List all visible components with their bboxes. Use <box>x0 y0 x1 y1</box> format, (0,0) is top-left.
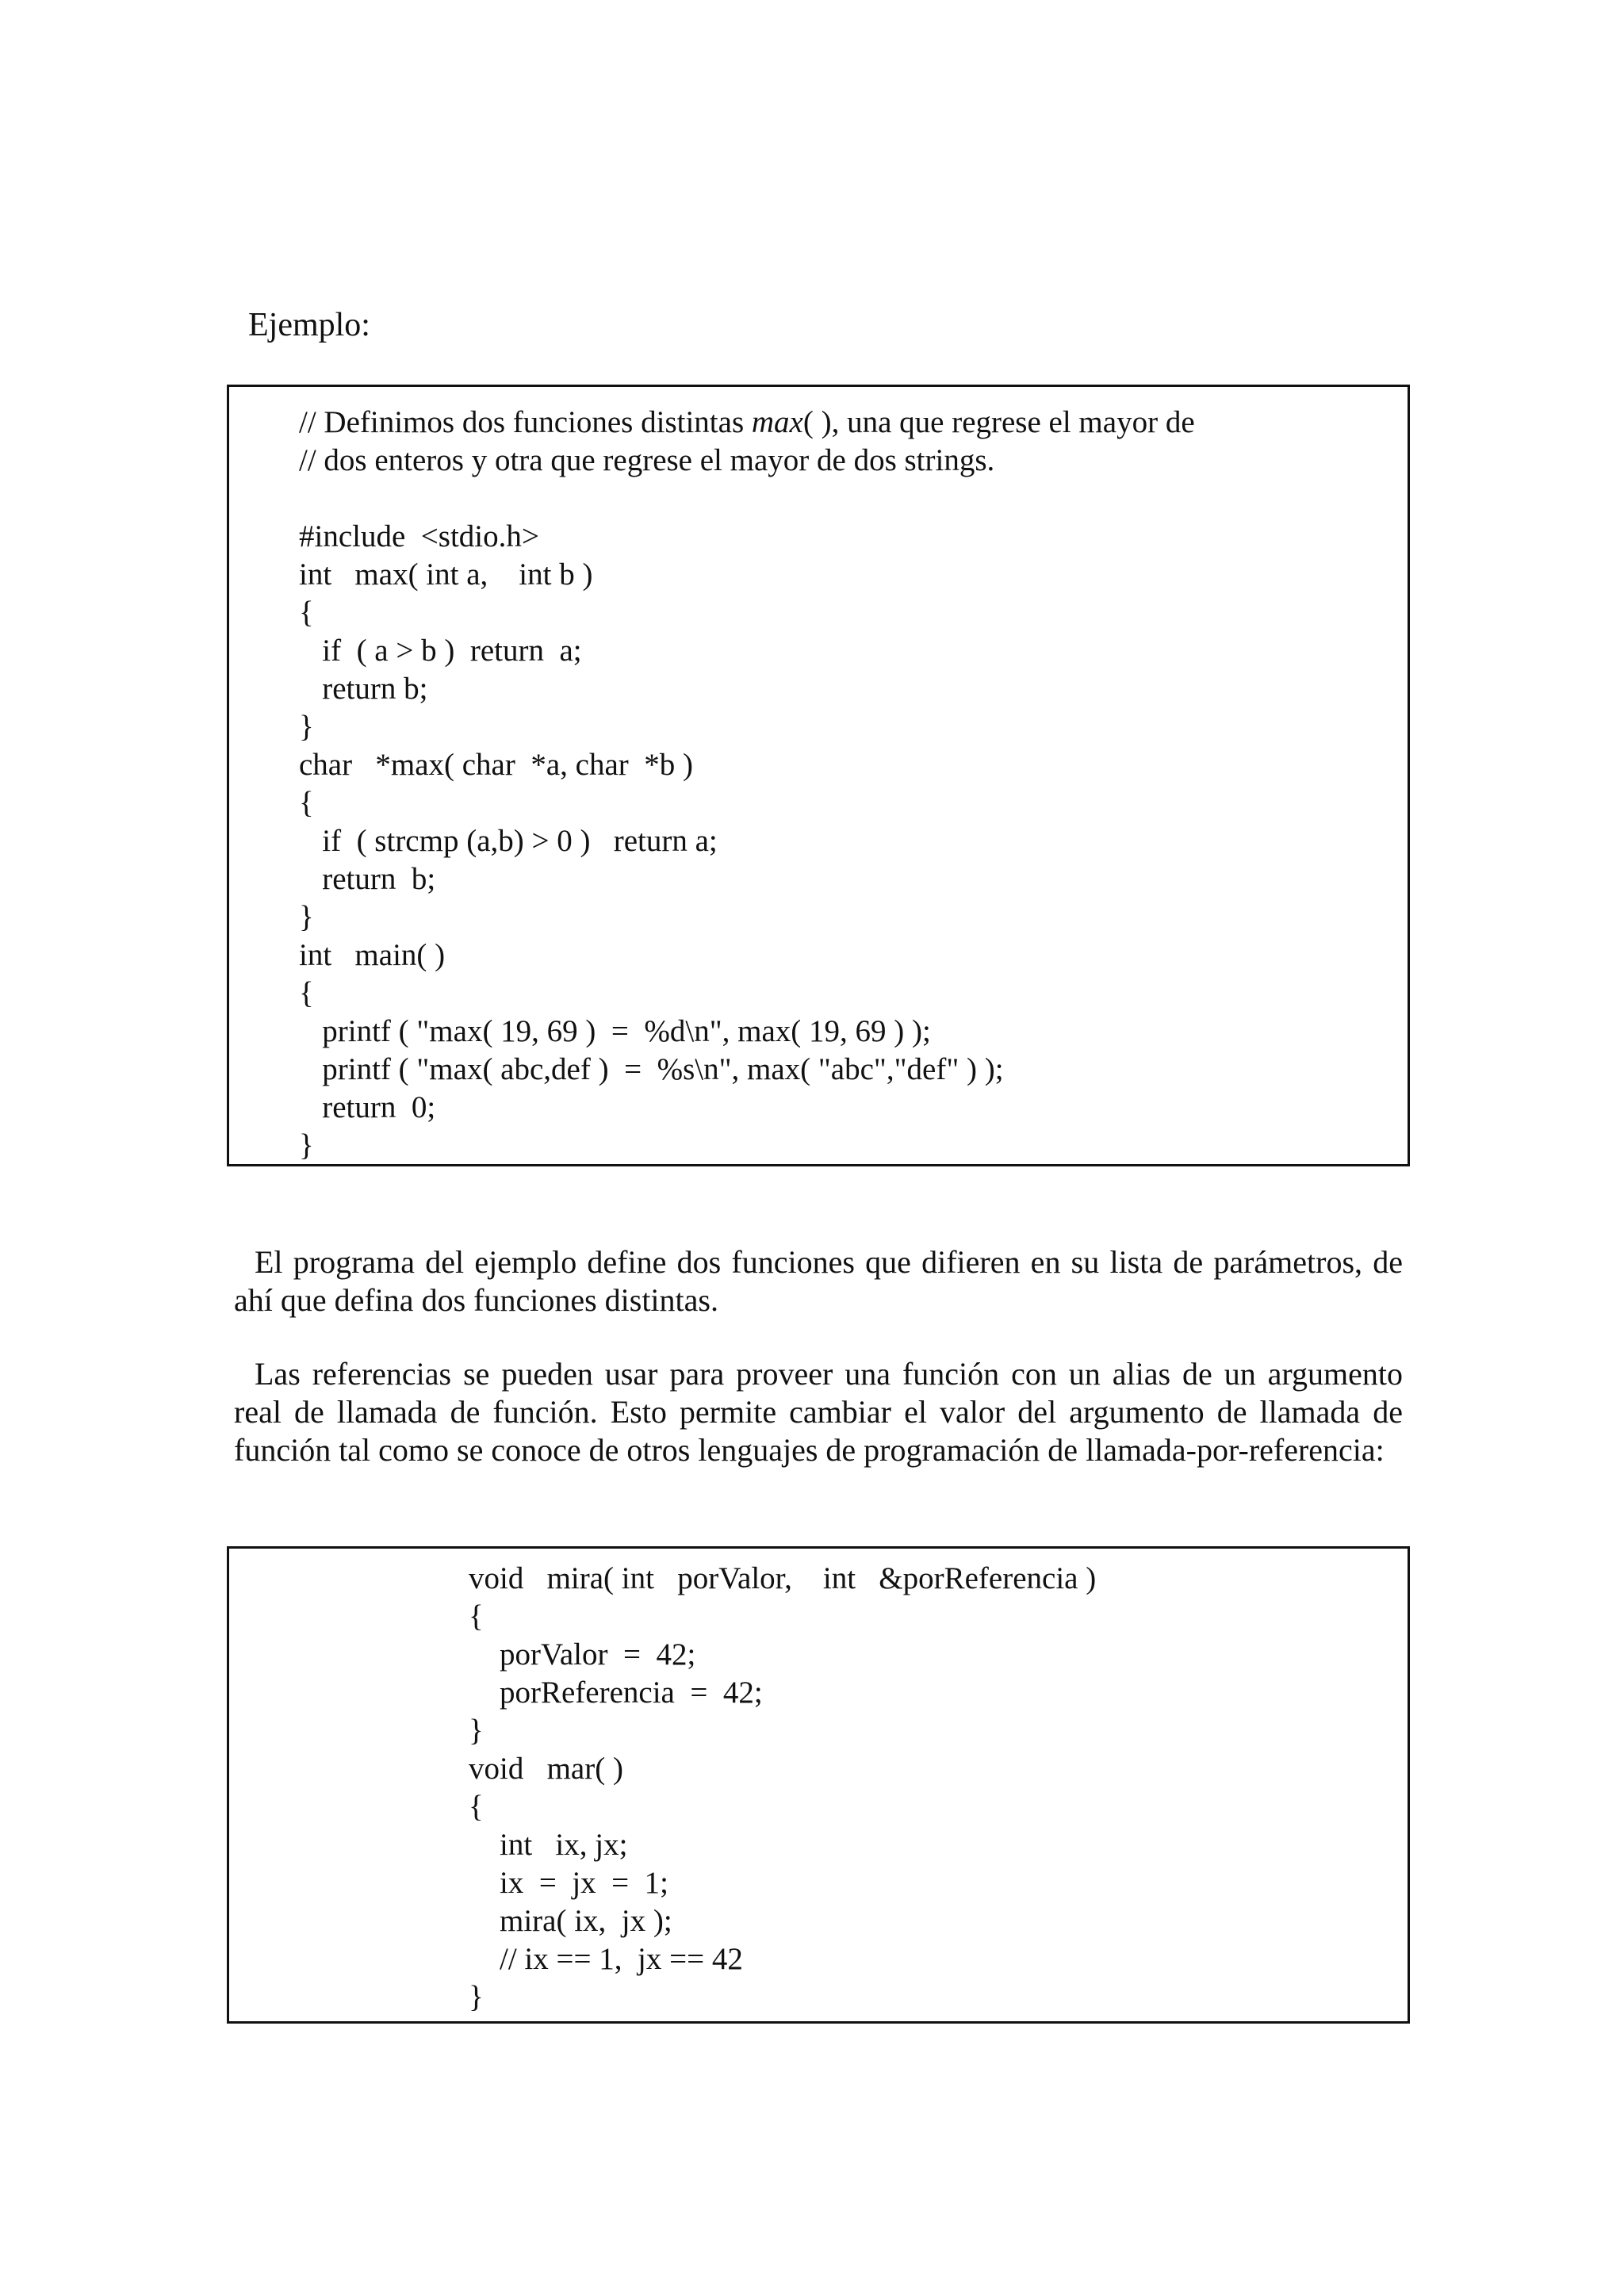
code-line: } <box>299 900 314 934</box>
code-listing <box>469 1560 1096 2016</box>
code-line: } <box>469 1980 484 2014</box>
example-label: Ejemplo: <box>248 307 370 343</box>
code-line: void mira( int porValor, int &porReferencia ) <box>469 1561 1097 1595</box>
code-line: porValor = 42; <box>469 1637 696 1672</box>
code-line: return b; <box>299 672 428 706</box>
code-line: // ix == 1, jx == 42 <box>469 1942 743 1976</box>
code-line: return b; <box>299 862 436 896</box>
code-line: ix = jx = 1; <box>469 1866 668 1900</box>
code-block-references <box>227 1546 1410 2024</box>
paragraph-overloading-explanation: El programa del ejemplo define dos funciones que difieren en su lista de parámetros, de ahí que defina dos funciones distintas. <box>234 1244 1403 1318</box>
code-line: { <box>299 786 314 820</box>
code-line: { <box>299 976 314 1010</box>
code-line: { <box>469 1790 484 1824</box>
code-line: { <box>299 596 314 630</box>
code-line: return 0; <box>299 1090 436 1124</box>
code-line: { <box>469 1599 484 1633</box>
code-line: if ( strcmp (a,b) > 0 ) return a; <box>299 824 718 858</box>
italic-function-name: max <box>751 405 803 439</box>
code-line: porReferencia = 42; <box>469 1676 763 1710</box>
code-block-overloading <box>227 385 1410 1166</box>
code-line: // dos enteros y otra que regrese el mayor de dos strings. <box>299 443 995 477</box>
code-line: if ( a > b ) return a; <box>299 634 582 668</box>
code-line: char *max( char *a, char *b ) <box>299 748 694 782</box>
code-line: void mar( ) <box>469 1752 623 1786</box>
code-line: // Definimos dos funciones distintas max( ), una que regrese el mayor de <box>299 405 1195 439</box>
code-line <box>299 480 1195 518</box>
code-line: mira( ix, jx ); <box>469 1904 672 1938</box>
code-line: int ix, jx; <box>469 1828 628 1862</box>
code-line: printf ( "max( abc,def ) = %s\n", max( "abc","def" ) ); <box>299 1052 1004 1086</box>
paragraph-references-explanation: Las referencias se pueden usar para proveer una función con un alias de un argumento real de llamada de función. Esto permite cambiar el valor del argumento de llamada de función tal como se conoce de otros lenguajes de programación de llamada-por-referencia: <box>234 1356 1403 1468</box>
code-line: int max( int a, int b ) <box>299 557 593 592</box>
code-line: #include <stdio.h> <box>299 519 539 553</box>
code-line: int main( ) <box>299 938 446 972</box>
code-line: } <box>469 1714 484 1748</box>
code-listing <box>299 404 1195 1165</box>
code-line: printf ( "max( 19, 69 ) = %d\n", max( 19, 69 ) ); <box>299 1014 931 1048</box>
code-line: } <box>299 710 314 744</box>
code-line: } <box>299 1128 314 1162</box>
